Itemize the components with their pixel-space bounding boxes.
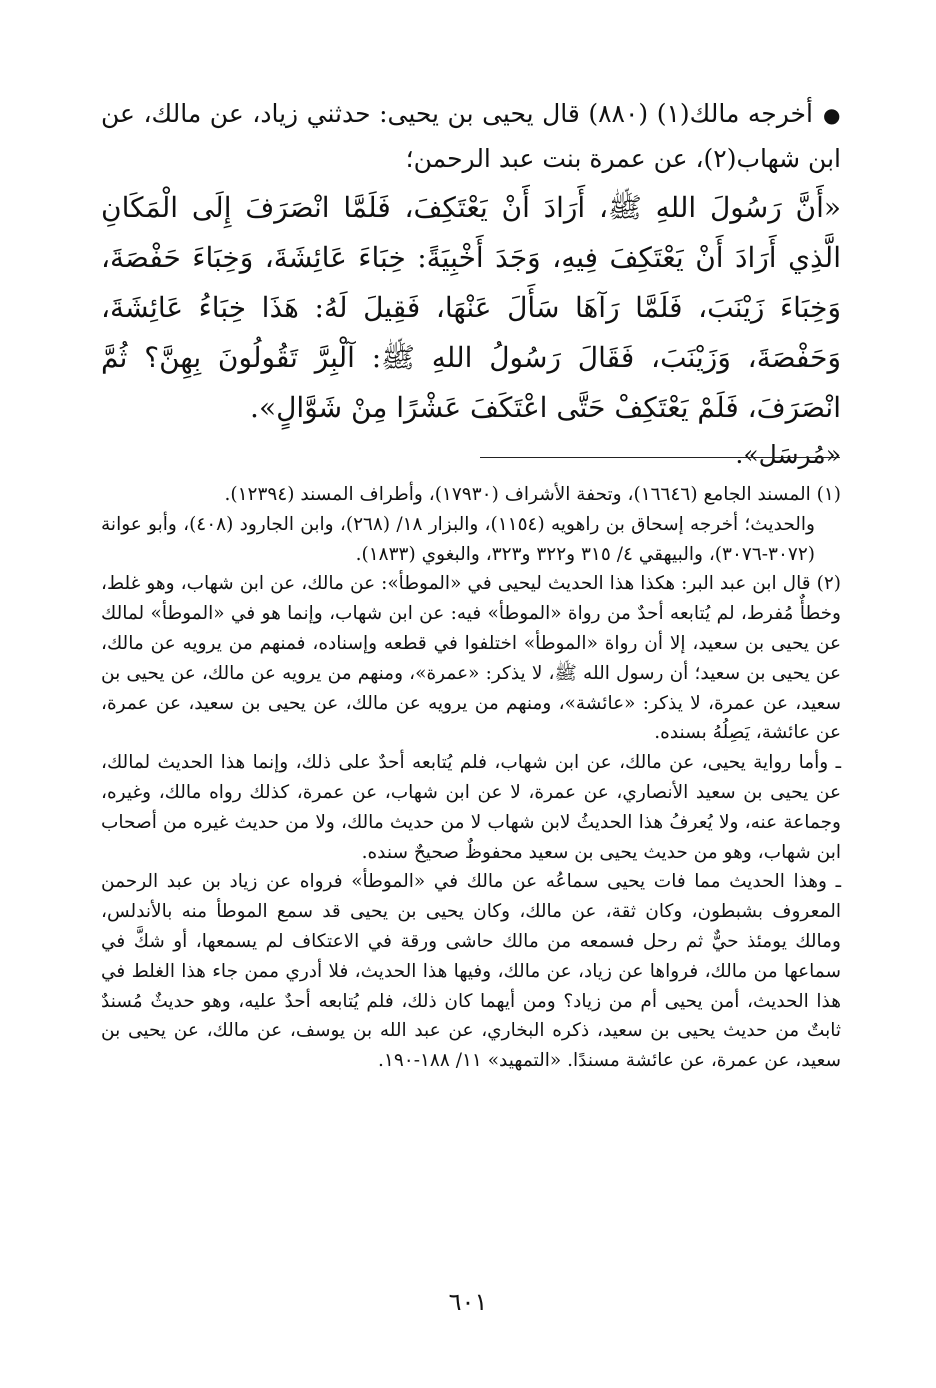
footnote-2-paragraph-2: ـ وأما رواية يحيى، عن مالك، عن ابن شهاب، فلم يُتابعه أحدٌ على ذلك، وإنما هذا الحديث لمالك، عن يحيى بن سعيد الأنصاري، عن عمرة، لا عن ابن شهاب، عن عمرة، كذلك رواه مالك، وغيره، وجماعة عنه، ولا يُعرفُ هذا الحديثُ لابن شهاب لا من حديث مالك، ولا من حديث غيره من أصحاب ابن شهاب، وهو من حديث يحيى بن سعيد محفوظٌ صحيحٌ سنده. <box>101 752 841 863</box>
footnote-divider <box>480 457 840 458</box>
footnote-1-continuation: والحديث؛ أخرجه إسحاق بن راهويه (١١٥٤)، والبزار ١٨/ (٢٦٨)، وابن الجارود (٤٠٨)، وأبو عوانة (٣٠٧٢-٣٠٧٦)، والبيهقي ٤/ ٣١٥ و٣٢٢ و٣٢٣، والبغوي (١٨٣٣). <box>101 513 815 565</box>
footnote-2: (٢) قال ابن عبد البر: هكذا هذا الحديث ليحيى في «الموطأ»: عن مالك، عن ابن شهاب، وهو غلط، وخطأٌ مُفرط، لم يُتابعه أحدٌ من رواة «الموطأ» فيه: عن ابن شهاب، وإنما هو في «الموطأ» لمالك عن يحيى بن سعيد، إلا أن رواة «الموطأ» اختلفوا في قطعه وإسناده، فمنهم من يرويه عن مالك، عن يحيى بن سعيد؛ أن رسول الله ﷺ، لا يذكر: «عمرة»، ومنهم من يرويه عن مالك، عن يحيى بن سعيد، عن عمرة، لا يذكر: «عائشة»، ومنهم من يرويه عن مالك، عن يحيى بن سعيد، عن عمرة، عن عائشة، يَصِلُهُ بسنده. <box>101 573 841 744</box>
footnote-2-paragraph-3: ـ وهذا الحديث مما فات يحيى سماعُه عن مالك في «الموطأ» فرواه عن زياد بن عبد الرحمن المعروف بشبطون، وكان ثقة، عن مالك، وكان يحيى بن يحيى قد سمع الموطأ منه بالأندلس، ومالك يومئذ حيٌّ ثم رحل فسمعه من مالك حاشى ورقة في الاعتكاف لم يسمعها، أو شكَّ في سماعها من مالك، فرواها عن زياد، عن مالك، وفيها هذا الحديث، فلا أدري ممن جاء هذا الغلط في هذا الحديث، أمن يحيى أم من زياد؟ ومن أيهما كان ذلك، فلم يُتابعه أحدٌ عليه، وهو حديثٌ مُسندٌ ثابتٌ من حديث يحيى بن سعيد، ذكره البخاري، عن عبد الله بن يوسف، عن مالك، عن يحيى بن سعيد، عن عمرة، عن عائشة مسندًا. «التمهيد» ١١/ ١٨٨-١٩٠. <box>101 871 841 1072</box>
intro-text: أخرجه مالك(١) (٨٨٠) قال يحيى بن يحيى: حدثني زياد، عن مالك، عن ابن شهاب(٢)، عن عمرة بنت عبد الرحمن؛ <box>101 99 841 173</box>
hadith-status: «مُرسَل». <box>735 440 841 469</box>
hadith-text: «أَنَّ رَسُولَ اللهِ ﷺ، أَرَادَ أَنْ يَعْتَكِفَ، فَلَمَّا انْصَرَفَ إِلَى الْمَكَانِ الَّذِي أَرَادَ أَنْ يَعْتَكِفَ فِيهِ، وَجَدَ أَخْبِيَةً: خِبَاءَ عَائِشَةَ، وَخِبَاءَ حَفْصَةَ، وَخِبَاءَ زَيْنَبَ، فَلَمَّا رَآهَا سَأَلَ عَنْهَا، فَقِيلَ لَهُ: هَذَا خِبَاءُ عَائِشَةَ، وَحَفْصَةَ، وَزَيْنَبَ، فَقَالَ رَسُولُ اللهِ ﷺ: آلْبِرَّ تَقُولُونَ بِهِنَّ؟ ثُمَّ انْصَرَفَ، فَلَمْ يَعْتَكِفْ حَتَّى اعْتَكَفَ عَشْرًا مِنْ شَوَّالٍ». <box>101 191 841 424</box>
main-text <box>101 92 841 477</box>
footnote-1: (١) المسند الجامع (١٦٦٤٦)، وتحفة الأشراف (١٧٩٣٠)، وأطراف المسند (١٢٣٩٤). <box>224 484 841 505</box>
page-number: ٦٠١ <box>448 1288 488 1316</box>
footnotes <box>101 480 841 1076</box>
intro-paragraph <box>101 92 841 181</box>
bullet-icon: ● <box>822 103 841 127</box>
